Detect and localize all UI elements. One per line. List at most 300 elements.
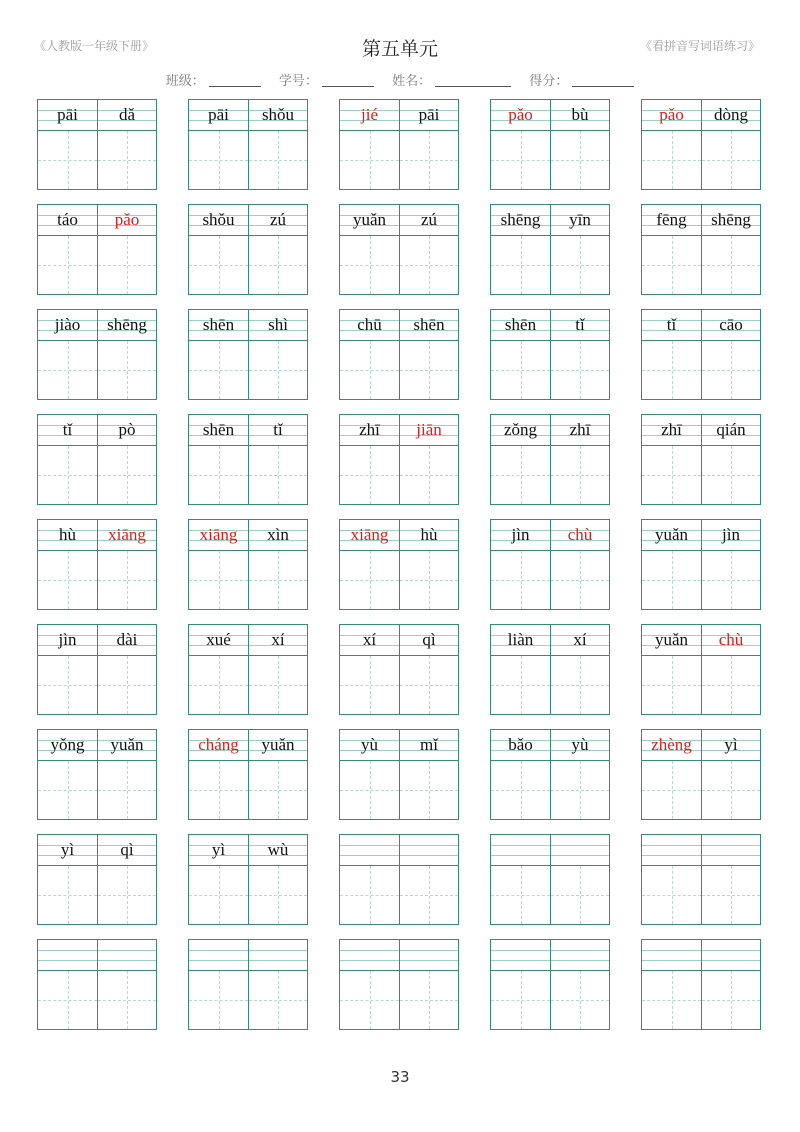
character-writing-box[interactable]: [642, 551, 701, 609]
character-writing-box[interactable]: [249, 656, 307, 714]
character-writing-box[interactable]: [400, 866, 458, 924]
word-cell: [37, 414, 157, 505]
pinyin-lines: [98, 205, 156, 236]
student-info-bar: [0, 70, 800, 89]
character-column: [340, 730, 399, 819]
character-column: [189, 205, 248, 294]
pinyin-lines: [642, 100, 701, 131]
pinyin-lines: [702, 940, 760, 971]
pinyin-text: yù: [361, 735, 378, 754]
character-column: [642, 835, 701, 924]
pinyin-lines: [189, 100, 248, 131]
character-writing-box[interactable]: [98, 866, 156, 924]
character-column: [491, 520, 550, 609]
word-row: [37, 519, 761, 611]
pinyin-lines: [702, 205, 760, 236]
character-writing-box[interactable]: [400, 656, 458, 714]
character-column: [97, 100, 156, 189]
character-writing-box[interactable]: [98, 656, 156, 714]
word-cell: [641, 729, 761, 820]
writing-grid: [37, 99, 761, 1044]
character-column: [701, 625, 760, 714]
character-column: [550, 835, 609, 924]
character-writing-box[interactable]: [340, 761, 399, 819]
character-writing-box[interactable]: [249, 866, 307, 924]
character-writing-box[interactable]: [400, 236, 458, 294]
character-column: [642, 625, 701, 714]
pinyin-lines: [249, 520, 307, 551]
character-column: [248, 310, 307, 399]
character-writing-box[interactable]: [98, 446, 156, 504]
pinyin-text: zǒng: [503, 420, 538, 439]
character-writing-box[interactable]: [400, 971, 458, 1029]
character-writing-box[interactable]: [189, 341, 248, 399]
character-writing-box[interactable]: [642, 866, 701, 924]
pinyin-lines: [642, 835, 701, 866]
name-blank[interactable]: [435, 86, 511, 87]
pinyin-lines: [702, 835, 760, 866]
pinyin-lines: [189, 520, 248, 551]
word-cell: [339, 414, 459, 505]
pinyin-lines: [642, 415, 701, 446]
character-writing-box[interactable]: [340, 551, 399, 609]
word-cell: [37, 624, 157, 715]
character-writing-box[interactable]: [249, 446, 307, 504]
character-writing-box[interactable]: [400, 341, 458, 399]
character-writing-box[interactable]: [38, 131, 97, 189]
character-writing-box[interactable]: [642, 236, 701, 294]
pinyin-text: qián: [716, 420, 746, 439]
character-column: [340, 625, 399, 714]
pinyin-text: xiāng: [108, 525, 146, 544]
word-cell: [188, 309, 308, 400]
character-writing-box[interactable]: [38, 446, 97, 504]
character-column: [491, 835, 550, 924]
pinyin-text: dòng: [714, 105, 748, 124]
character-writing-box[interactable]: [189, 866, 248, 924]
pinyin-text: cāo: [719, 315, 743, 334]
pinyin-text: tǐ: [575, 315, 585, 334]
pinyin-text: pǎo: [659, 105, 684, 124]
word-cell: [188, 834, 308, 925]
character-writing-box[interactable]: [249, 551, 307, 609]
score-blank[interactable]: [572, 86, 634, 87]
character-writing-box[interactable]: [491, 866, 550, 924]
pinyin-lines: [551, 625, 609, 656]
character-writing-box[interactable]: [702, 551, 760, 609]
pinyin-lines: [702, 520, 760, 551]
pinyin-lines: [340, 940, 399, 971]
character-writing-box[interactable]: [491, 551, 550, 609]
pinyin-lines: [249, 835, 307, 866]
name-field: [392, 70, 511, 89]
pinyin-text: yīn: [569, 210, 591, 229]
character-writing-box[interactable]: [642, 971, 701, 1029]
pinyin-lines: [551, 520, 609, 551]
word-row: [37, 414, 761, 506]
character-writing-box[interactable]: [491, 656, 550, 714]
character-writing-box[interactable]: [642, 341, 701, 399]
character-column: [248, 730, 307, 819]
pinyin-text: dài: [116, 630, 138, 649]
pinyin-lines: [340, 100, 399, 131]
character-writing-box[interactable]: [38, 971, 97, 1029]
pinyin-lines: [340, 625, 399, 656]
pinyin-text: qì: [422, 630, 436, 649]
character-writing-box[interactable]: [38, 761, 97, 819]
character-writing-box[interactable]: [491, 971, 550, 1029]
word-cell: [490, 624, 610, 715]
pinyin-lines: [491, 520, 550, 551]
pinyin-text: pò: [118, 420, 136, 439]
character-column: [642, 100, 701, 189]
class-field: [166, 70, 261, 89]
word-cell: [641, 624, 761, 715]
word-cell: [339, 99, 459, 190]
character-writing-box[interactable]: [491, 236, 550, 294]
pinyin-lines: [400, 730, 458, 761]
character-column: [38, 940, 97, 1029]
pinyin-text: xìn: [267, 525, 289, 544]
word-cell: [339, 309, 459, 400]
character-writing-box[interactable]: [38, 341, 97, 399]
pinyin-text: yì: [60, 840, 75, 859]
character-writing-box[interactable]: [642, 131, 701, 189]
character-column: [642, 310, 701, 399]
pinyin-lines: [551, 100, 609, 131]
character-writing-box[interactable]: [189, 971, 248, 1029]
character-column: [491, 100, 550, 189]
word-cell: [188, 939, 308, 1030]
word-cell: [37, 99, 157, 190]
character-writing-box[interactable]: [702, 236, 760, 294]
character-writing-box[interactable]: [98, 761, 156, 819]
character-writing-box[interactable]: [249, 131, 307, 189]
pinyin-lines: [702, 310, 760, 341]
character-writing-box[interactable]: [491, 341, 550, 399]
character-writing-box[interactable]: [400, 551, 458, 609]
word-cell: [490, 519, 610, 610]
character-writing-box[interactable]: [340, 656, 399, 714]
pinyin-text: bù: [571, 105, 589, 124]
character-column: [550, 730, 609, 819]
character-column: [189, 415, 248, 504]
character-writing-box[interactable]: [189, 551, 248, 609]
character-column: [340, 835, 399, 924]
pinyin-lines: [642, 310, 701, 341]
character-writing-box[interactable]: [340, 866, 399, 924]
character-column: [189, 625, 248, 714]
character-writing-box[interactable]: [642, 761, 701, 819]
character-writing-box[interactable]: [702, 446, 760, 504]
character-writing-box[interactable]: [340, 446, 399, 504]
character-column: [38, 415, 97, 504]
character-column: [248, 205, 307, 294]
pinyin-text: hù: [420, 525, 438, 544]
character-writing-box[interactable]: [98, 551, 156, 609]
pinyin-lines: [189, 310, 248, 341]
header-right-text: 《看拼音写词语练习》: [639, 39, 760, 53]
character-column: [491, 625, 550, 714]
character-column: [701, 835, 760, 924]
character-column: [248, 100, 307, 189]
character-writing-box[interactable]: [38, 656, 97, 714]
character-column: [97, 520, 156, 609]
character-writing-box[interactable]: [491, 131, 550, 189]
pinyin-lines: [400, 940, 458, 971]
character-writing-box[interactable]: [189, 131, 248, 189]
student-id-blank[interactable]: [322, 86, 374, 87]
character-writing-box[interactable]: [340, 131, 399, 189]
character-column: [550, 940, 609, 1029]
character-writing-box[interactable]: [38, 551, 97, 609]
pinyin-lines: [702, 100, 760, 131]
pinyin-text: pǎo: [114, 210, 140, 229]
pinyin-text: shǒu: [261, 105, 295, 124]
pinyin-text: xué: [206, 630, 231, 649]
pinyin-lines: [340, 310, 399, 341]
character-writing-box[interactable]: [551, 866, 609, 924]
character-column: [701, 730, 760, 819]
character-writing-box[interactable]: [340, 341, 399, 399]
character-writing-box[interactable]: [38, 236, 97, 294]
word-cell: [641, 204, 761, 295]
pinyin-text: xiāng: [350, 525, 389, 544]
character-column: [701, 415, 760, 504]
pinyin-lines: [551, 730, 609, 761]
word-cell: [490, 309, 610, 400]
pinyin-text: fēng: [656, 210, 687, 229]
character-writing-box[interactable]: [249, 341, 307, 399]
character-column: [642, 730, 701, 819]
character-writing-box[interactable]: [249, 236, 307, 294]
pinyin-text: jié: [361, 105, 378, 124]
pinyin-text: pāi: [418, 105, 440, 124]
word-row: [37, 309, 761, 401]
pinyin-lines: [189, 205, 248, 236]
character-column: [189, 835, 248, 924]
pinyin-text: yì: [724, 735, 738, 754]
pinyin-lines: [551, 205, 609, 236]
pinyin-lines: [98, 100, 156, 131]
character-column: [97, 310, 156, 399]
pinyin-text: liàn: [507, 630, 534, 649]
character-column: [399, 205, 458, 294]
character-writing-box[interactable]: [38, 866, 97, 924]
character-writing-box[interactable]: [551, 341, 609, 399]
character-writing-box[interactable]: [400, 446, 458, 504]
pinyin-lines: [98, 625, 156, 656]
character-writing-box[interactable]: [642, 656, 701, 714]
character-column: [491, 310, 550, 399]
character-writing-box[interactable]: [189, 656, 248, 714]
pinyin-text: shì: [268, 315, 288, 334]
character-writing-box[interactable]: [702, 131, 760, 189]
word-cell: [37, 309, 157, 400]
character-writing-box[interactable]: [551, 131, 609, 189]
pinyin-lines: [38, 415, 97, 446]
word-cell: [339, 834, 459, 925]
pinyin-lines: [38, 940, 97, 971]
character-writing-box[interactable]: [551, 446, 609, 504]
character-writing-box[interactable]: [551, 761, 609, 819]
character-column: [340, 100, 399, 189]
character-writing-box[interactable]: [551, 551, 609, 609]
pinyin-lines: [189, 940, 248, 971]
pinyin-lines: [98, 415, 156, 446]
character-column: [550, 310, 609, 399]
pinyin-text: yù: [571, 735, 589, 754]
character-writing-box[interactable]: [340, 971, 399, 1029]
pinyin-text: zhī: [661, 420, 682, 439]
character-column: [248, 940, 307, 1029]
pinyin-lines: [98, 520, 156, 551]
pinyin-lines: [491, 205, 550, 236]
character-column: [399, 940, 458, 1029]
pinyin-text: cháng: [198, 735, 239, 754]
character-writing-box[interactable]: [551, 236, 609, 294]
word-cell: [37, 204, 157, 295]
character-writing-box[interactable]: [400, 131, 458, 189]
pinyin-lines: [98, 730, 156, 761]
word-row: [37, 729, 761, 821]
pinyin-text: yǒng: [50, 735, 85, 754]
pinyin-lines: [400, 835, 458, 866]
class-blank[interactable]: [209, 86, 261, 87]
pinyin-lines: [340, 415, 399, 446]
pinyin-lines: [642, 520, 701, 551]
pinyin-text: chū: [357, 315, 382, 334]
pinyin-text: yuǎn: [654, 525, 689, 544]
student-id-label: 学号：: [278, 74, 318, 89]
pinyin-lines: [340, 205, 399, 236]
pinyin-text: yuǎn: [110, 735, 144, 754]
character-writing-box[interactable]: [340, 236, 399, 294]
student-id-field: [279, 70, 374, 89]
character-column: [97, 205, 156, 294]
character-writing-box[interactable]: [702, 761, 760, 819]
character-column: [399, 730, 458, 819]
pinyin-text: qì: [120, 840, 134, 859]
pinyin-text: chù: [718, 630, 744, 649]
pinyin-lines: [642, 625, 701, 656]
character-writing-box[interactable]: [702, 866, 760, 924]
pinyin-lines: [491, 730, 550, 761]
character-writing-box[interactable]: [702, 341, 760, 399]
pinyin-text: zhī: [359, 420, 380, 439]
word-cell: [641, 414, 761, 505]
word-cell: [490, 939, 610, 1030]
character-writing-box[interactable]: [189, 761, 248, 819]
pinyin-lines: [642, 730, 701, 761]
character-column: [189, 100, 248, 189]
character-writing-box[interactable]: [702, 656, 760, 714]
pinyin-text: dǎ: [118, 105, 136, 124]
character-column: [38, 310, 97, 399]
character-column: [701, 310, 760, 399]
word-cell: [641, 939, 761, 1030]
pinyin-lines: [249, 100, 307, 131]
word-cell: [339, 519, 459, 610]
character-writing-box[interactable]: [249, 761, 307, 819]
character-column: [340, 520, 399, 609]
character-writing-box[interactable]: [551, 971, 609, 1029]
character-writing-box[interactable]: [249, 971, 307, 1029]
character-column: [248, 835, 307, 924]
character-writing-box[interactable]: [98, 341, 156, 399]
class-label: 班级：: [165, 74, 205, 89]
word-cell: [339, 624, 459, 715]
word-cell: [37, 729, 157, 820]
pinyin-lines: [400, 205, 458, 236]
pinyin-lines: [98, 310, 156, 341]
word-cell: [188, 99, 308, 190]
pinyin-lines: [249, 205, 307, 236]
character-column: [550, 520, 609, 609]
word-cell: [188, 204, 308, 295]
pinyin-lines: [551, 310, 609, 341]
pinyin-lines: [551, 835, 609, 866]
character-writing-box[interactable]: [491, 446, 550, 504]
character-writing-box[interactable]: [98, 131, 156, 189]
character-writing-box[interactable]: [491, 761, 550, 819]
character-column: [550, 415, 609, 504]
word-row: [37, 939, 761, 1031]
pinyin-text: táo: [57, 210, 78, 229]
pinyin-lines: [551, 415, 609, 446]
character-column: [550, 100, 609, 189]
character-column: [399, 100, 458, 189]
character-writing-box[interactable]: [642, 446, 701, 504]
pinyin-text: pǎo: [508, 105, 533, 124]
pinyin-text: yuǎn: [352, 210, 387, 229]
character-column: [340, 940, 399, 1029]
pinyin-lines: [400, 625, 458, 656]
pinyin-lines: [400, 415, 458, 446]
character-writing-box[interactable]: [400, 761, 458, 819]
pinyin-lines: [340, 730, 399, 761]
word-cell: [339, 729, 459, 820]
pinyin-text: shēn: [413, 315, 445, 334]
character-writing-box[interactable]: [551, 656, 609, 714]
pinyin-text: xí: [271, 630, 285, 649]
name-label: 姓名：: [392, 74, 432, 89]
character-writing-box[interactable]: [702, 971, 760, 1029]
pinyin-lines: [189, 625, 248, 656]
character-column: [701, 100, 760, 189]
pinyin-text: pāi: [57, 105, 78, 124]
pinyin-text: zhī: [569, 420, 591, 439]
character-writing-box[interactable]: [98, 971, 156, 1029]
pinyin-lines: [189, 415, 248, 446]
pinyin-text: bǎo: [508, 735, 533, 754]
pinyin-text: xí: [362, 630, 377, 649]
word-cell: [490, 834, 610, 925]
score-field: [529, 70, 634, 89]
character-column: [491, 940, 550, 1029]
character-writing-box[interactable]: [189, 236, 248, 294]
pinyin-lines: [249, 310, 307, 341]
character-writing-box[interactable]: [189, 446, 248, 504]
word-cell: [339, 204, 459, 295]
pinyin-text: yì: [211, 840, 226, 859]
word-cell: [37, 834, 157, 925]
pinyin-lines: [189, 835, 248, 866]
pinyin-lines: [491, 415, 550, 446]
character-writing-box[interactable]: [98, 236, 156, 294]
pinyin-lines: [491, 100, 550, 131]
character-column: [248, 415, 307, 504]
